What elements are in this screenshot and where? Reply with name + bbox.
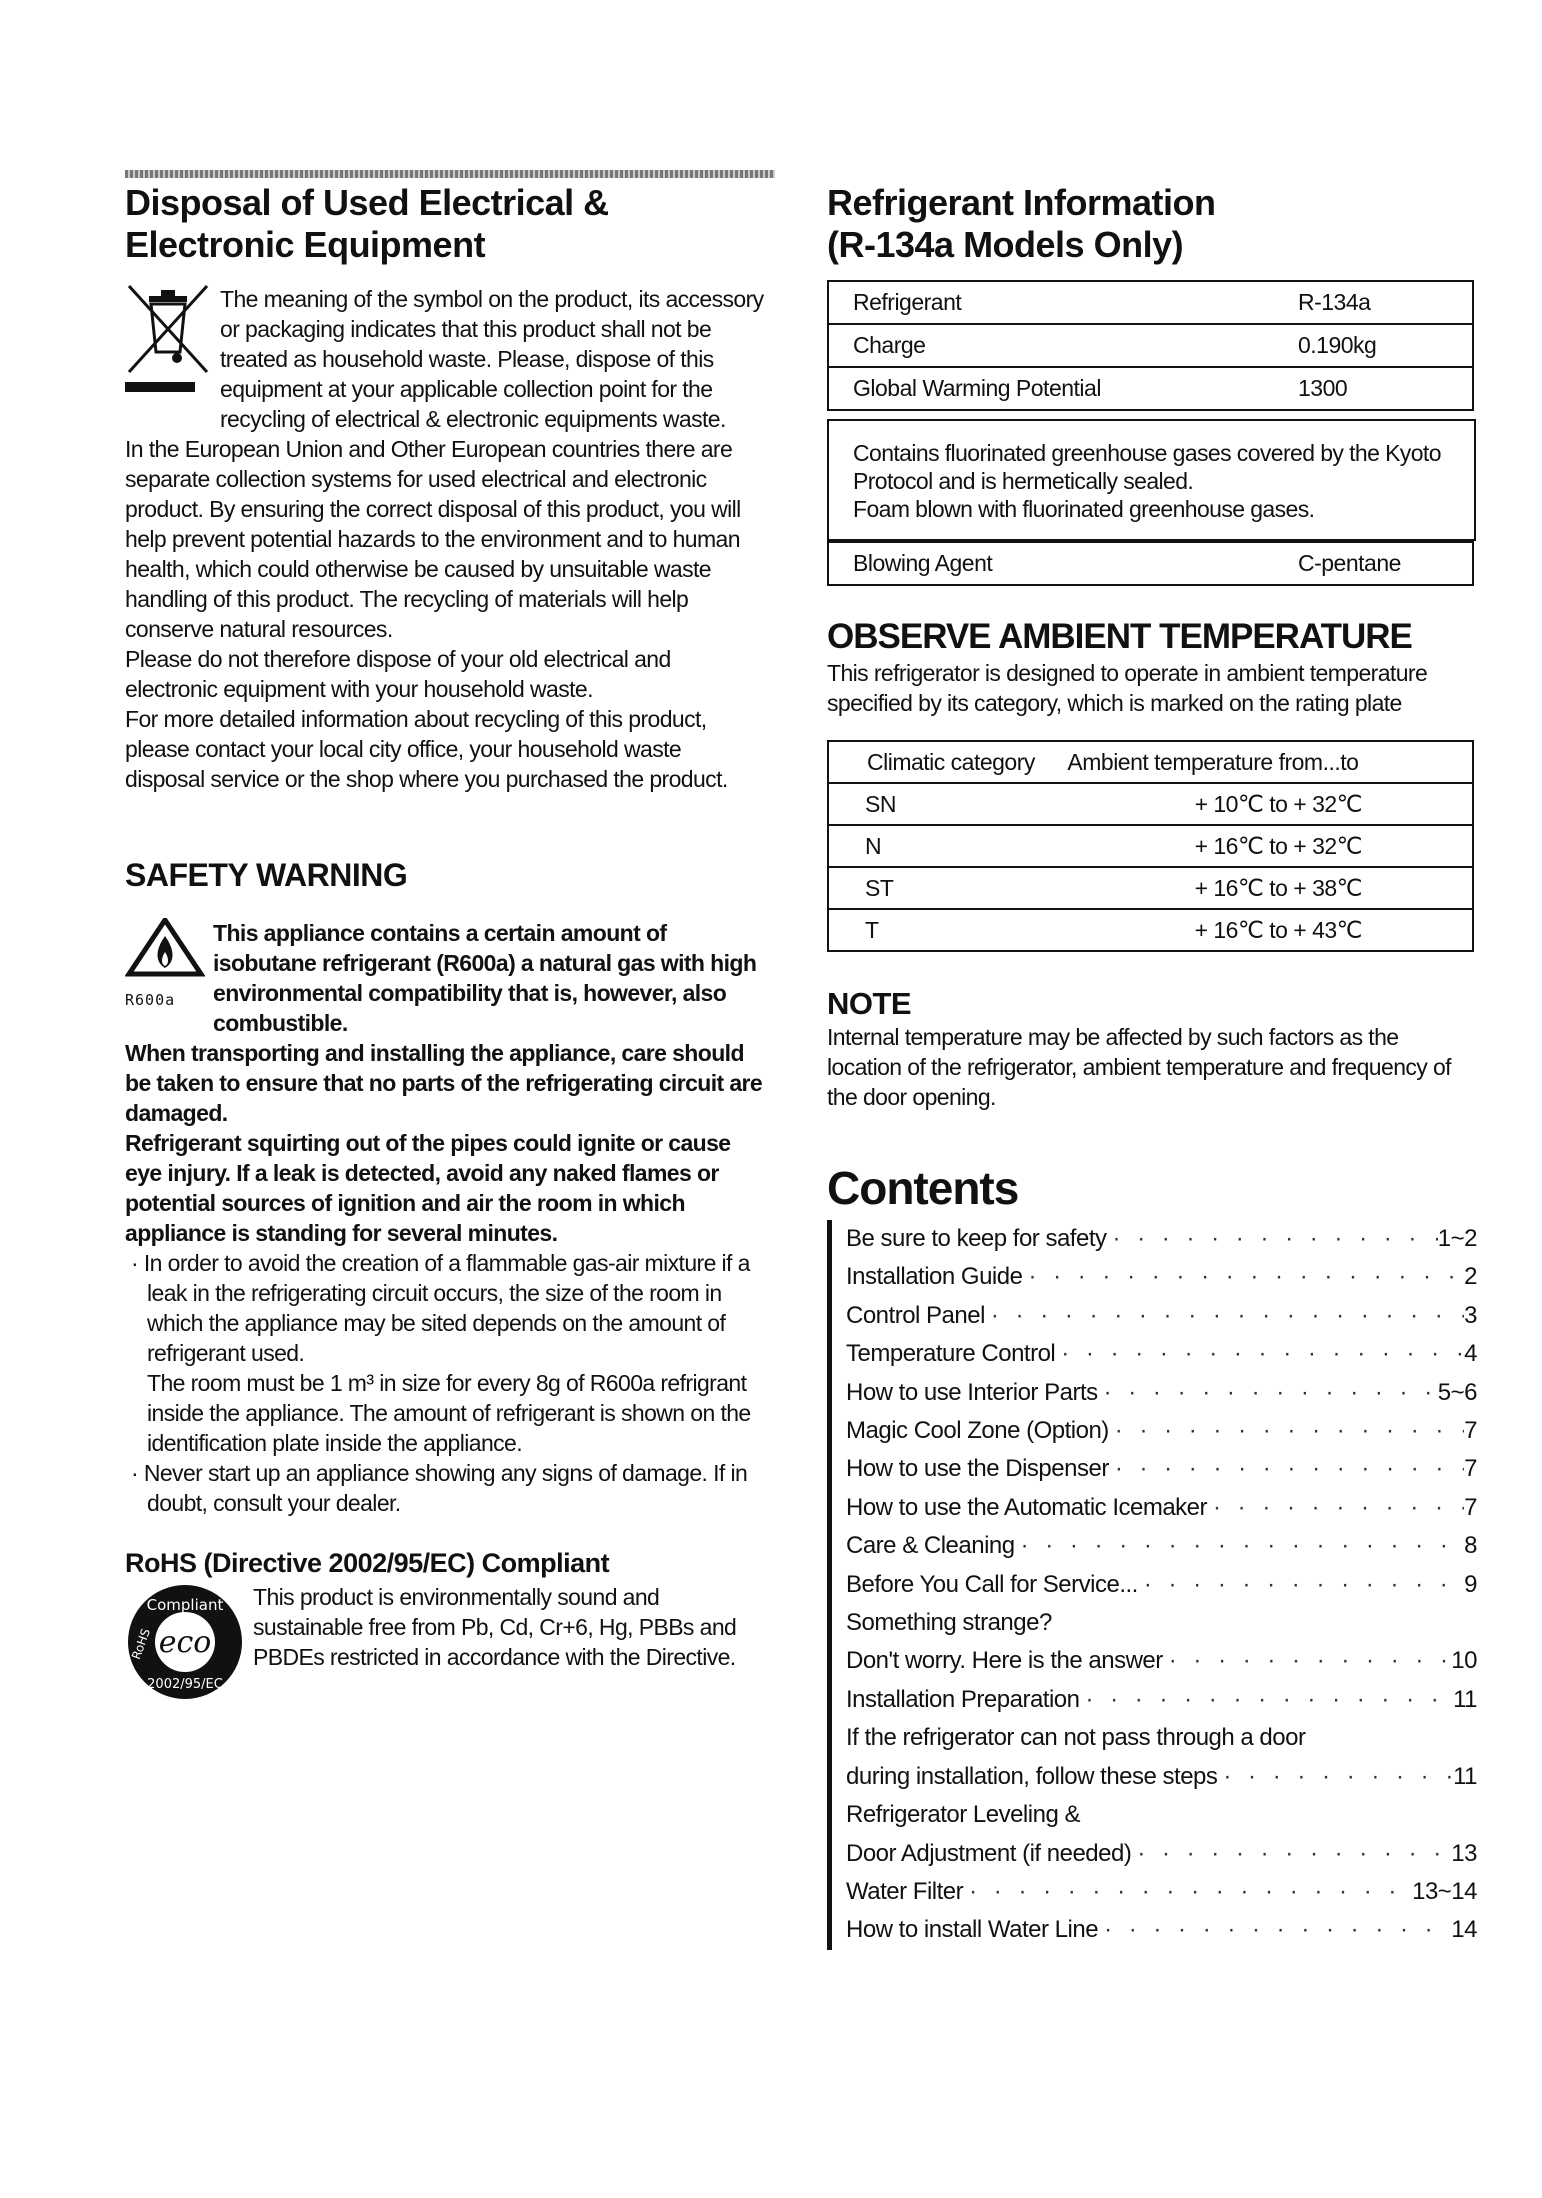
disposal-title: [125, 182, 765, 266]
safety-bold-1: When transporting and installing the appliance, care should be taken to ensure that no parts of the refrigerating circuit are damaged.: [125, 1040, 763, 1126]
list-item: [846, 1835, 1477, 1873]
climatic-category-header: Climatic category: [867, 749, 1035, 775]
rohs-title: RoHS (Directive 2002/95/EC) Compliant: [125, 1548, 610, 1578]
table-row: [828, 367, 1473, 410]
table-row: [828, 741, 1473, 783]
blowing-agent-label: Blowing Agent: [828, 542, 1274, 585]
toc-label: How to use the Dispenser: [846, 1455, 1109, 1483]
r600a-text: This appliance contains a certain amount of isobutane refrigerant (R600a) a natural gas with high environmental compatibility that is, however, also combustible.: [213, 920, 757, 1036]
table-row: [828, 867, 1473, 909]
list-item: [846, 1681, 1477, 1719]
ambient-title: OBSERVE AMBIENT TEMPERATURE: [827, 617, 1412, 656]
blowing-agent-value: C-pentane: [1274, 542, 1473, 585]
list-item: [846, 1450, 1477, 1488]
contents-list: [827, 1220, 1477, 1950]
disposal-title-line2: Electronic Equipment: [125, 224, 486, 265]
climatic-header: [828, 741, 1473, 783]
fluorinated-note-line1: Contains fluorinated greenhouse gases covered by the Kyoto Protocol and is hermetically sealed.: [853, 440, 1441, 494]
refrigerant-title: [827, 182, 1477, 266]
fluorinated-note-line2: Foam blown with fluorinated greenhouse gases.: [853, 496, 1315, 522]
list-item: [846, 1258, 1477, 1296]
toc-label: Water Filter: [846, 1877, 964, 1905]
toc-page: 9: [1464, 1570, 1477, 1598]
safety-bold-2: Refrigerant squirting out of the pipes could ignite or cause eye injury. If a leak is detected, avoid any naked flames or potential sources of ignition and air the room in which appliance is standing for several minutes.: [125, 1130, 731, 1246]
toc-page: 7: [1464, 1493, 1477, 1521]
disposal-title-line1: Disposal of Used Electrical &: [125, 182, 609, 223]
list-item: [846, 1642, 1477, 1680]
ambient-temp-header: Ambient temperature from...to: [1067, 749, 1359, 775]
disposal-paragraph-3: For more detailed information about recycling of this product, please contact your local city office, your household waste disposal service or the shop where you purchased the product.: [125, 706, 728, 792]
toc-page: 4: [1464, 1340, 1477, 1368]
toc-label: Don't worry. Here is the answer: [846, 1647, 1163, 1675]
list-item: [846, 1911, 1477, 1949]
weee-section: [125, 284, 765, 434]
climatic-cat: T: [828, 909, 988, 951]
charge-label: Charge: [828, 324, 1274, 367]
climatic-cat: N: [828, 825, 988, 867]
disposal-paragraph-1: In the European Union and Other European countries there are separate collection systems for used electrical and electronic product. By ensuring the correct disposal of this product, you will help prevent potential hazards to the environment and to human health, which could otherwise be caused by unsuitable waste handling of this product. The recycling of materials will help conserve natural resources.: [125, 436, 741, 642]
safety-bullet-1b: The room must be 1 m³ in size for every 8g of R600a refrigrant inside the appliance. The amount of refrigerant is shown on the identification plate inside the appliance.: [147, 1370, 751, 1456]
toc-page: 2: [1464, 1263, 1477, 1291]
flammable-warning-icon: [125, 918, 213, 1038]
toc-page: 11: [1453, 1685, 1477, 1713]
climatic-range: + 16℃ to + 43℃: [988, 909, 1473, 951]
climatic-cat: ST: [828, 867, 988, 909]
list-item: [846, 1220, 1477, 1258]
climatic-cat: SN: [828, 783, 988, 825]
disposal-paragraph-2: Please do not therefore dispose of your old electrical and electronic equipment with your household waste.: [125, 646, 671, 702]
toc-page: 3: [1464, 1301, 1477, 1329]
list-item: [846, 1873, 1477, 1911]
weee-symbol-text: The meaning of the symbol on the product, its accessory or packaging indicates that this product shall not be treated as household waste. Please, dispose of this equipment at your applicable collection point for the recycling of electrical & electronic equipments waste.: [220, 286, 764, 432]
safety-bullet-2: · Never start up an appliance showing any signs of damage. If in doubt, consult your dealer.: [131, 1460, 748, 1516]
header-rule: [125, 170, 775, 178]
rohs-badge-left: RoHS: [128, 1626, 154, 1662]
safety-bullet-1: · In order to avoid the creation of a flammable gas-air mixture if a leak in the refrigerating circuit occurs, the size of the room in which the appliance may be sited depends on the amount of refrigerant used.: [131, 1250, 750, 1366]
safety-title: SAFETY WARNING: [125, 857, 408, 893]
toc-label: Care & Cleaning: [846, 1532, 1015, 1560]
climatic-range: + 10℃ to + 32℃: [988, 783, 1473, 825]
list-item: [846, 1412, 1477, 1450]
climatic-table: [827, 740, 1474, 952]
list-item: [846, 1297, 1477, 1335]
rohs-badge-icon: [125, 1582, 253, 1707]
toc-label: How to use Interior Parts: [846, 1378, 1098, 1406]
table-row: [828, 783, 1473, 825]
refrigerant-value: R-134a: [1274, 281, 1473, 324]
list-item: [846, 1758, 1477, 1796]
toc-label: How to use the Automatic Icemaker: [846, 1493, 1208, 1521]
toc-label: Magic Cool Zone (Option): [846, 1417, 1109, 1445]
r600a-section: [125, 918, 765, 1038]
refrigerant-title-line1: Refrigerant Information: [827, 182, 1216, 223]
toc-label-prefix: If the refrigerator can not pass through a door: [846, 1724, 1306, 1752]
toc-label: Before You Call for Service...: [846, 1570, 1138, 1598]
toc-page: 10: [1451, 1647, 1477, 1675]
list-item: [846, 1374, 1477, 1412]
toc-page: 5~6: [1437, 1378, 1477, 1406]
toc-page: 13: [1451, 1839, 1477, 1867]
rohs-badge-top: Compliant: [146, 1596, 224, 1614]
toc-label: Installation Guide: [846, 1263, 1023, 1291]
list-item: [846, 1335, 1477, 1373]
blowing-agent-table: [827, 541, 1474, 586]
toc-label-prefix: Refrigerator Leveling &: [846, 1801, 1080, 1829]
toc-label: Be sure to keep for safety: [846, 1225, 1107, 1252]
rohs-section: [125, 1582, 765, 1707]
refrigerant-label: Refrigerant: [828, 281, 1274, 324]
right-column: [827, 170, 1477, 1950]
climatic-range: + 16℃ to + 38℃: [988, 867, 1473, 909]
toc-page: 7: [1464, 1455, 1477, 1483]
table-row: [828, 825, 1473, 867]
toc-label: How to install Water Line: [846, 1916, 1099, 1944]
rohs-badge-bottom: 2002/95/EC: [147, 1677, 223, 1692]
gwp-label: Global Warming Potential: [828, 367, 1274, 410]
crossed-bin-icon: [125, 284, 220, 434]
toc-page: 7: [1464, 1417, 1477, 1445]
toc-label: during installation, follow these steps: [846, 1762, 1218, 1790]
refrigerant-title-line2: (R-134a Models Only): [827, 224, 1184, 265]
rohs-text: This product is environmentally sound and sustainable free from Pb, Cd, Cr+6, Hg, PBBs and PBDEs restricted in accordance with the Directive.: [253, 1584, 737, 1670]
toc-page: 11: [1453, 1762, 1477, 1790]
refrigerant-table: [827, 280, 1474, 411]
charge-value: 0.190kg: [1274, 324, 1473, 367]
gwp-value: 1300: [1274, 367, 1473, 410]
left-column: [125, 170, 765, 1707]
toc-page: 8: [1464, 1532, 1477, 1560]
toc-label: Installation Preparation: [846, 1685, 1080, 1713]
note-text: Internal temperature may be affected by such factors as the location of the refrigerator, ambient temperature and frequency of the door opening.: [827, 1024, 1451, 1110]
table-row: [828, 542, 1473, 585]
table-row: [828, 909, 1473, 951]
table-row: [828, 324, 1473, 367]
list-item: [846, 1566, 1477, 1604]
contents-title: Contents: [827, 1162, 1019, 1214]
list-item: [846, 1489, 1477, 1527]
toc-page: 13~14: [1412, 1877, 1477, 1905]
climatic-range: + 16℃ to + 32℃: [988, 825, 1473, 867]
rohs-badge-center: eco: [158, 1625, 212, 1660]
toc-label: Temperature Control: [846, 1340, 1056, 1368]
toc-label: Door Adjustment (if needed): [846, 1839, 1132, 1867]
r600a-label: R600a: [125, 991, 176, 1009]
fluorinated-gas-note: [827, 419, 1476, 541]
table-row: [828, 281, 1473, 324]
list-item: [846, 1527, 1477, 1565]
toc-page: 1~2: [1437, 1225, 1477, 1252]
note-title: NOTE: [827, 986, 912, 1021]
toc-label: Control Panel: [846, 1301, 985, 1329]
toc-page: 14: [1451, 1916, 1477, 1944]
toc-label-prefix: Something strange?: [846, 1609, 1052, 1637]
ambient-text: This refrigerator is designed to operate in ambient temperature specified by its category, which is marked on the rating plate: [827, 660, 1428, 716]
